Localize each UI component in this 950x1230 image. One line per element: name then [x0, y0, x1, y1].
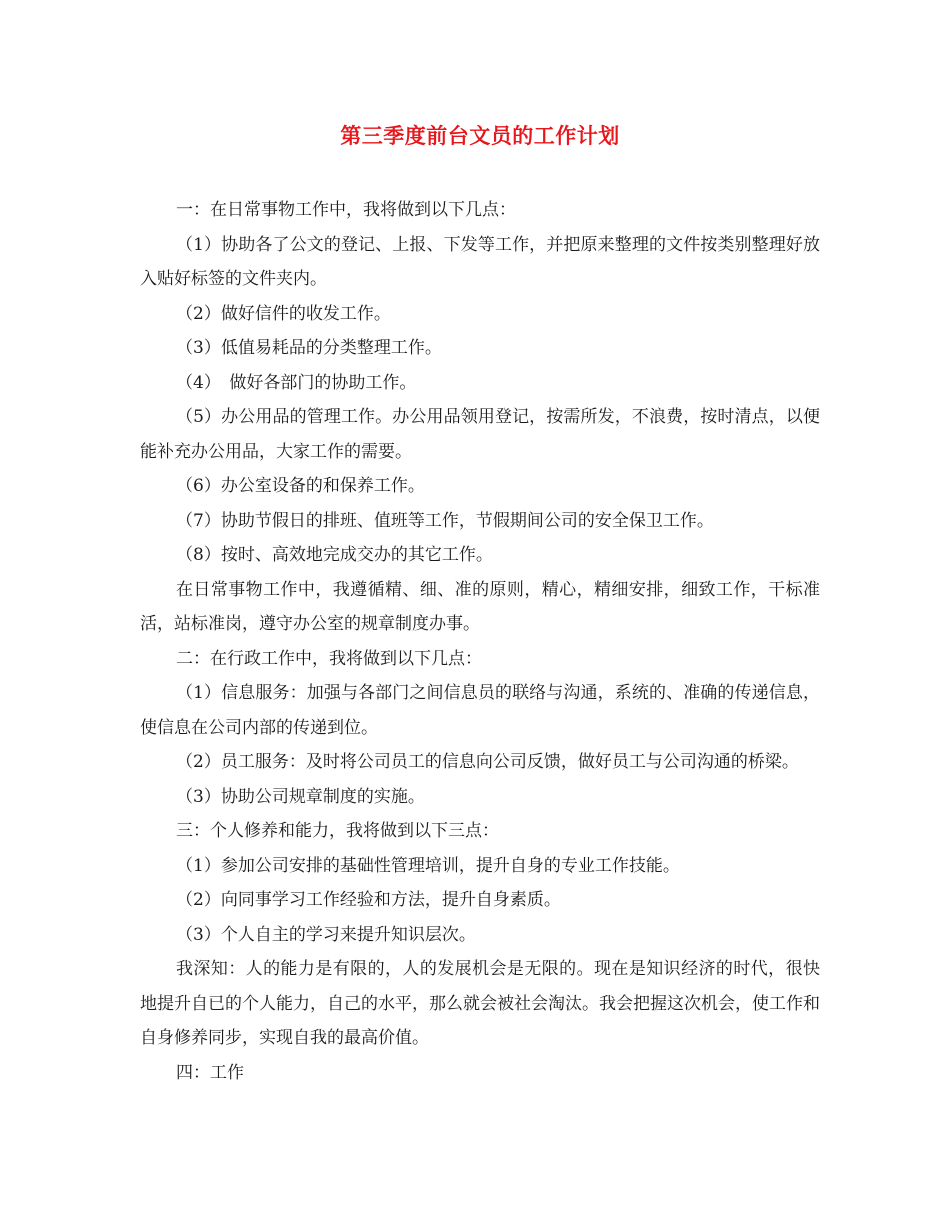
list-item: （2）做好信件的收发工作。 [176, 303, 391, 324]
list-item: （1）协助各了公文的登记、上报、下发等工作，并把原来整理的文件按类别整理好放入贴好标签的文件夹内。 [140, 234, 820, 289]
section-heading-4: 四：工作 [176, 1062, 244, 1083]
document-body [140, 193, 820, 1090]
list-item: （1）信息服务：加强与各部门之间信息员的联络与沟通，系统的、准确的传递信息，使信息在公司内部的传递到位。 [140, 683, 820, 738]
list-item: （6）办公室设备的和保养工作。 [176, 476, 425, 496]
list-item: （5）办公用品的管理工作。办公用品领用登记，按需所发，不浪费，按时清点，以便能补充办公用品，大家工作的需要。 [140, 407, 820, 462]
list-item: （8）按时、高效地完成交办的其它工作。 [176, 545, 493, 565]
section-heading-3: 三：个人修养和能力，我将做到以下三点： [176, 821, 499, 841]
list-item: （2）向同事学习工作经验和方法，提升自身素质。 [176, 890, 561, 910]
list-item: （2）员工服务：及时将公司员工的信息向公司反馈，做好员工与公司沟通的桥梁。 [176, 752, 799, 772]
list-item: （7）协助节假日的排班、值班等工作，节假期间公司的安全保卫工作。 [176, 510, 714, 531]
list-item: （3）个人自主的学习来提升知识层次。 [176, 924, 476, 945]
section-heading-2: 二：在行政工作中，我将做到以下几点： [176, 648, 482, 669]
list-item: （3）低值易耗品的分类整理工作。 [176, 338, 442, 358]
list-item: （3）协助公司规章制度的实施。 [176, 786, 425, 807]
list-item: （1）参加公司安排的基础性管理培训，提升自身的专业工作技能。 [176, 855, 680, 876]
document-title: 第三季度前台文员的工作计划 [340, 123, 620, 148]
list-item: （4） 做好各部门的协助工作。 [176, 372, 417, 393]
body-paragraph: 我深知：人的能力是有限的，人的发展机会是无限的。现在是知识经济的时代，很快地提升自已的个人能力，自己的水平，那么就会被社会淘汰。我会把握这次机会，使工作和自身修养同步，实现自我的最高价值。 [140, 959, 820, 1048]
section-heading-1: 一：在日常事物工作中，我将做到以下几点： [176, 200, 516, 220]
body-paragraph: 在日常事物工作中，我遵循精、细、准的原则，精心，精细安排，细致工作，干标准活，站标准岗，遵守办公室的规章制度办事。 [140, 579, 820, 634]
